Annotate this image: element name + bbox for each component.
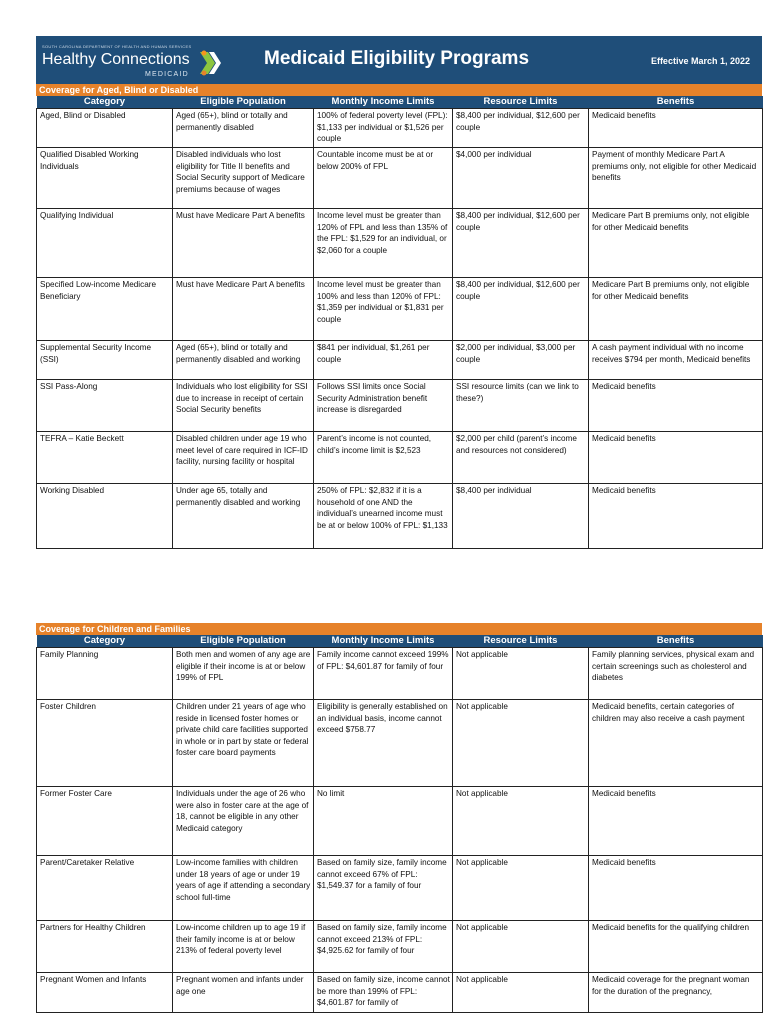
- table-cell: Medicaid benefits: [589, 109, 763, 148]
- table-cell: Medicaid benefits: [589, 380, 763, 432]
- section-gap: [36, 549, 762, 623]
- table-cell: Medicaid benefits for the qualifying children: [589, 921, 763, 973]
- table-cell: $8,400 per individual, $12,600 per couple: [453, 278, 589, 341]
- table-cell: Family planning services, physical exam and certain screenings such as cholesterol and diabetes: [589, 648, 763, 700]
- table-row: [37, 109, 763, 148]
- agency-name: SOUTH CAROLINA DEPARTMENT OF HEALTH AND HUMAN SERVICES: [42, 44, 192, 49]
- table-row: [37, 921, 763, 973]
- table-cell: Medicaid benefits: [589, 787, 763, 856]
- column-header: Monthly Income Limits: [314, 635, 453, 648]
- page-title: Medicaid Eligibility Programs: [264, 48, 530, 69]
- table-cell: Must have Medicare Part A benefits: [173, 278, 314, 341]
- table-row: [37, 648, 763, 700]
- table-cell: Family Planning: [37, 648, 173, 700]
- table-header-row: [37, 635, 763, 648]
- brand-name: Healthy Connections: [42, 51, 190, 68]
- column-header: Category: [37, 96, 173, 109]
- table-cell: Income level must be greater than 100% and less than 120% of FPL: $1,359 per individual or $1,831 per couple: [314, 278, 453, 341]
- table-cell: Based on family size, family income cannot exceed 213% of FPL: $4,925.62 for family of four: [314, 921, 453, 973]
- table-cell: Based on family size, family income cannot exceed 67% of FPL: $1,549.37 for a family of four: [314, 856, 453, 921]
- table-cell: $8,400 per individual: [453, 484, 589, 549]
- table-cell: Working Disabled: [37, 484, 173, 549]
- table-cell: Payment of monthly Medicare Part A premiums only, not eligible for other Medicaid benefits: [589, 148, 763, 209]
- table-cell: Pregnant women and infants under age one: [173, 973, 314, 1013]
- table-cell: Partners for Healthy Children: [37, 921, 173, 973]
- table-cell: Foster Children: [37, 700, 173, 787]
- table-cell: Qualifying Individual: [37, 209, 173, 278]
- table-cell: Disabled individuals who lost eligibility for Title II benefits and Social Security support of Medicare premiums because of wages: [173, 148, 314, 209]
- brand-sub: MEDICAID: [145, 71, 189, 78]
- table-cell: Aged, Blind or Disabled: [37, 109, 173, 148]
- table-cell: Parent/Caretaker Relative: [37, 856, 173, 921]
- table-row: [37, 432, 763, 484]
- table-row: [37, 484, 763, 549]
- column-header: Category: [37, 635, 173, 648]
- table-cell: Medicaid benefits: [589, 856, 763, 921]
- table-cell: Eligibility is generally established on an individual basis, income cannot exceed $758.77: [314, 700, 453, 787]
- eligibility-table: [36, 96, 763, 549]
- table-cell: Not applicable: [453, 648, 589, 700]
- table-header-row: [37, 96, 763, 109]
- table-cell: Disabled children under age 19 who meet level of care required in ICF-ID facility, nursing facility or hospital: [173, 432, 314, 484]
- table-row: [37, 700, 763, 787]
- table-cell: 100% of federal poverty level (FPL): $1,133 per individual or $1,526 per couple: [314, 109, 453, 148]
- table-cell: Low-income families with children under 18 years of age or under 19 years of age if attending a secondary school full-time: [173, 856, 314, 921]
- table-cell: Medicaid benefits: [589, 432, 763, 484]
- table-cell: 250% of FPL: $2,832 if it is a household of one AND the individual’s unearned income must be at or below 100% of FPL: $1,133: [314, 484, 453, 549]
- table-cell: Medicaid benefits: [589, 484, 763, 549]
- table-cell: $2,000 per individual, $3,000 per couple: [453, 341, 589, 380]
- table-cell: Based on family size, income cannot be more than 199% of FPL: $4,601.87 for family of: [314, 973, 453, 1013]
- logo-mark-icon: [200, 50, 222, 76]
- column-header: Benefits: [589, 635, 763, 648]
- column-header: Resource Limits: [453, 635, 589, 648]
- table-cell: Parent’s income is not counted, child’s income limit is $2,523: [314, 432, 453, 484]
- table-cell: $841 per individual, $1,261 per couple: [314, 341, 453, 380]
- section-title: Coverage for Children and Families: [36, 623, 762, 635]
- column-header: Eligible Population: [173, 635, 314, 648]
- table-cell: Medicaid benefits, certain categories of children may also receive a cash payment: [589, 700, 763, 787]
- table-cell: Family income cannot exceed 199% of FPL: $4,601.87 for family of four: [314, 648, 453, 700]
- table-cell: Children under 21 years of age who reside in licensed foster homes or private child care facilities supported in whole or in part by state or federal foster care board payments: [173, 700, 314, 787]
- healthy-connections-logo: [42, 44, 222, 78]
- table-cell: $2,000 per child (parent’s income and resources not considered): [453, 432, 589, 484]
- effective-date: Effective March 1, 2022: [650, 56, 750, 66]
- column-header: Benefits: [589, 96, 763, 109]
- table-cell: Countable income must be at or below 200% of FPL: [314, 148, 453, 209]
- table-cell: Follows SSI limits once Social Security Administration benefit increase is disregarded: [314, 380, 453, 432]
- table-cell: A cash payment individual with no income receives $794 per month, Medicaid benefits: [589, 341, 763, 380]
- table-cell: Aged (65+), blind or totally and permanently disabled and working: [173, 341, 314, 380]
- column-header: Eligible Population: [173, 96, 314, 109]
- table-cell: SSI resource limits (can we link to these?): [453, 380, 589, 432]
- table-cell: Must have Medicare Part A benefits: [173, 209, 314, 278]
- table-cell: Not applicable: [453, 787, 589, 856]
- table-cell: TEFRA – Katie Beckett: [37, 432, 173, 484]
- section-title: Coverage for Aged, Blind or Disabled: [36, 84, 762, 96]
- eligibility-table: [36, 635, 763, 1013]
- table-row: [37, 209, 763, 278]
- table-row: [37, 380, 763, 432]
- column-header: Resource Limits: [453, 96, 589, 109]
- table-cell: Medicaid coverage for the pregnant woman for the duration of the pregnancy,: [589, 973, 763, 1013]
- document-page: [36, 36, 762, 1013]
- table-cell: Aged (65+), blind or totally and permanently disabled: [173, 109, 314, 148]
- table-cell: Medicare Part B premiums only, not eligible for other Medicaid benefits: [589, 209, 763, 278]
- table-cell: SSI Pass-Along: [37, 380, 173, 432]
- table-cell: Not applicable: [453, 973, 589, 1013]
- table-cell: $4,000 per individual: [453, 148, 589, 209]
- table-cell: Medicare Part B premiums only, not eligible for other Medicaid benefits: [589, 278, 763, 341]
- table-cell: Both men and women of any age are eligible if their income is at or below 199% of FPL: [173, 648, 314, 700]
- table-cell: Not applicable: [453, 921, 589, 973]
- header-banner: [36, 36, 762, 84]
- eligibility-tables: [36, 84, 762, 1013]
- table-cell: Not applicable: [453, 856, 589, 921]
- table-cell: Supplemental Security Income (SSI): [37, 341, 173, 380]
- table-row: [37, 278, 763, 341]
- table-row: [37, 148, 763, 209]
- table-cell: Under age 65, totally and permanently disabled and working: [173, 484, 314, 549]
- table-cell: Low-income children up to age 19 if their family income is at or below 213% of federal poverty level: [173, 921, 314, 973]
- column-header: Monthly Income Limits: [314, 96, 453, 109]
- table-cell: Qualified Disabled Working Individuals: [37, 148, 173, 209]
- table-cell: Pregnant Women and Infants: [37, 973, 173, 1013]
- table-row: [37, 341, 763, 380]
- table-cell: Individuals who lost eligibility for SSI due to increase in receipt of certain Social Security benefits: [173, 380, 314, 432]
- table-cell: $8,400 per individual, $12,600 per couple: [453, 209, 589, 278]
- table-cell: Not applicable: [453, 700, 589, 787]
- table-cell: $8,400 per individual, $12,600 per couple: [453, 109, 589, 148]
- table-cell: Specified Low-income Medicare Beneficiary: [37, 278, 173, 341]
- table-row: [37, 973, 763, 1013]
- table-cell: Income level must be greater than 120% of FPL and less than 135% of the FPL: $1,529 for an individual, or $2,060 for a couple: [314, 209, 453, 278]
- table-cell: No limit: [314, 787, 453, 856]
- table-row: [37, 787, 763, 856]
- table-cell: Individuals under the age of 26 who were also in foster care at the age of 18, cannot be eligible in any other Medicaid category: [173, 787, 314, 856]
- table-row: [37, 856, 763, 921]
- table-cell: Former Foster Care: [37, 787, 173, 856]
